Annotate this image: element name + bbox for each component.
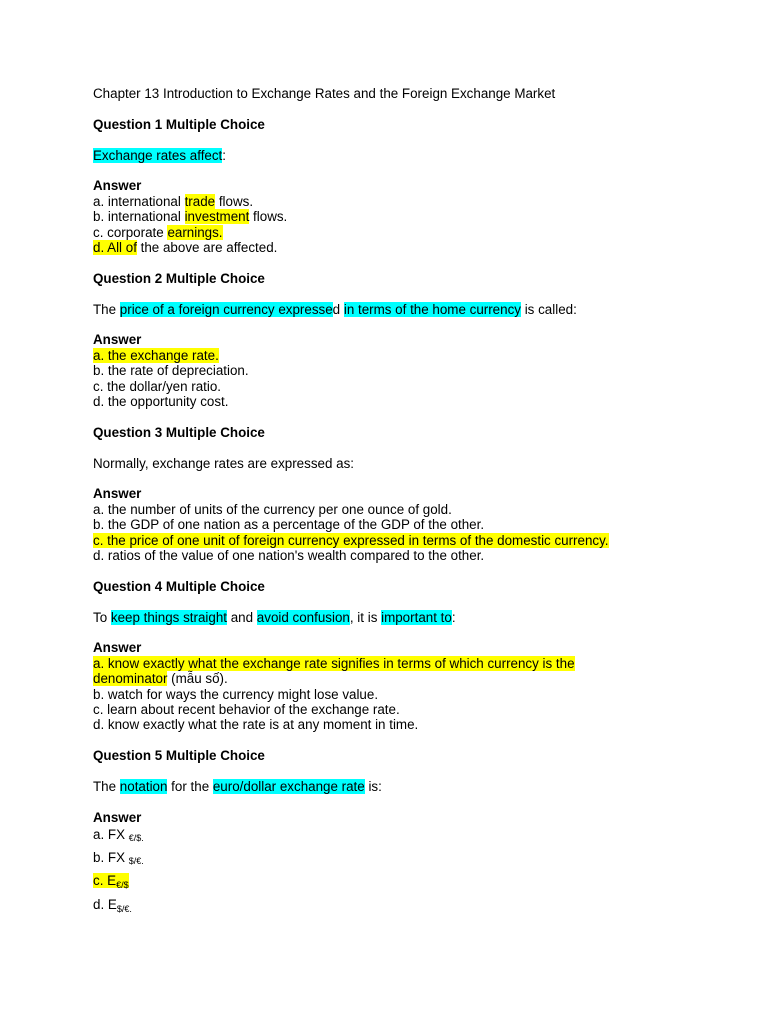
answer-label: Answer bbox=[93, 809, 142, 825]
q4-option-a-line1: a. know exactly what the exchange rate signifies in terms of which currency is the bbox=[93, 655, 575, 671]
q2-option-d: d. the opportunity cost. bbox=[93, 394, 229, 410]
answer-label: Answer bbox=[93, 486, 142, 502]
answer-label: Answer bbox=[93, 640, 142, 656]
chapter-title: Chapter 13 Introduction to Exchange Rates and the Foreign Exchange Market bbox=[93, 86, 556, 101]
q2-option-a: a. the exchange rate. bbox=[93, 347, 219, 363]
q1-option-b: b. international investment flows. bbox=[93, 209, 288, 225]
question-2-heading: Question 2 Multiple Choice bbox=[93, 270, 265, 286]
q2-option-b: b. the rate of depreciation. bbox=[93, 363, 249, 379]
question-3-prompt: Normally, exchange rates are expressed as: bbox=[93, 455, 354, 471]
answer-label: Answer bbox=[93, 178, 142, 194]
q4-option-a-line2: denominator (mẫu số). bbox=[93, 671, 228, 687]
q3-option-c: c. the price of one unit of foreign currency expressed in terms of the domestic currency. bbox=[93, 532, 609, 548]
question-4-heading: Question 4 Multiple Choice bbox=[93, 578, 265, 594]
question-5-heading: Question 5 Multiple Choice bbox=[93, 748, 265, 764]
question-1-prompt: Exchange rates affect: bbox=[93, 147, 227, 163]
q4-option-c: c. learn about recent behavior of the exchange rate. bbox=[93, 702, 400, 718]
question-3-heading: Question 3 Multiple Choice bbox=[93, 424, 265, 440]
question-5-prompt: The notation for the euro/dollar exchange rate is: bbox=[93, 779, 382, 795]
q5-option-d: d. $E_{\$/€.}$ bbox=[93, 897, 132, 915]
question-2-prompt: The price of a foreign currency expressed in terms of the home currency is called: bbox=[93, 301, 577, 317]
q1-option-a: a. international trade flows. bbox=[93, 193, 254, 209]
q5-option-c: c. $E_{€/\$}$ bbox=[93, 873, 129, 891]
q1-option-d: d. All of the above are affected. bbox=[93, 240, 278, 256]
q5-option-b: b. FX $_{\$/€.}$ bbox=[93, 850, 144, 867]
question-4-prompt: To keep things straight and avoid confusion, it is important to: bbox=[93, 609, 456, 625]
q3-option-a: a. the number of units of the currency per one ounce of gold. bbox=[93, 501, 452, 517]
document-body bbox=[93, 86, 713, 919]
q3-option-b: b. the GDP of one nation as a percentage of the GDP of the other. bbox=[93, 517, 485, 533]
answer-label: Answer bbox=[93, 332, 142, 348]
q1-option-c: c. corporate earnings. bbox=[93, 224, 223, 240]
q2-option-c: c. the dollar/yen ratio. bbox=[93, 378, 222, 394]
q5-option-a: a. FX $_{€/\$.}$ bbox=[93, 827, 144, 844]
question-1-heading: Question 1 Multiple Choice bbox=[93, 116, 265, 132]
q3-option-d: d. ratios of the value of one nation's wealth compared to the other. bbox=[93, 548, 485, 564]
q4-option-b: b. watch for ways the currency might lose value. bbox=[93, 686, 379, 702]
q4-option-d: d. know exactly what the rate is at any moment in time. bbox=[93, 717, 419, 733]
